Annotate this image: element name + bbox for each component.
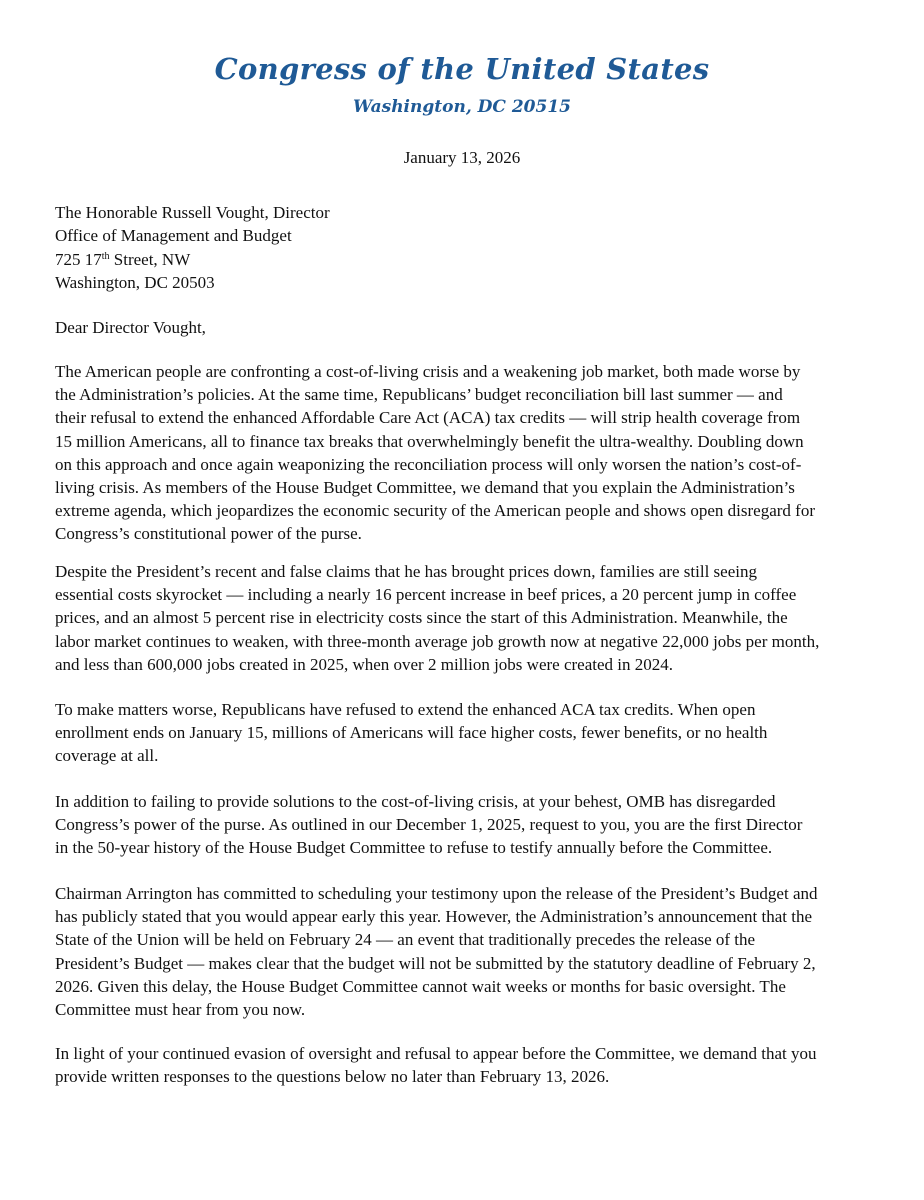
paragraph-line: Despite the President’s recent and false claims that he has brought prices down, families are still seeing — [55, 562, 757, 581]
paragraph-line: the Administration’s policies. At the same time, Republicans’ budget reconciliation bill last summer — and — [55, 385, 783, 405]
body-paragraph — [55, 560, 870, 676]
paragraph-line: enrollment ends on January 15, millions of Americans will face higher costs, fewer benefits, or no health — [55, 723, 768, 743]
paragraph-line: In light of your continued evasion of oversight and refusal to appear before the Committee, we demand that you — [55, 1044, 817, 1063]
letterhead-subtitle: Washington, DC 20515 — [353, 97, 571, 117]
paragraph-line: their refusal to extend the enhanced Affordable Care Act (ACA) tax credits — will strip health coverage from — [55, 408, 801, 428]
letterhead-title: Congress of the United States — [214, 52, 710, 86]
street-ordinal-suffix: th — [101, 250, 110, 262]
paragraph-line: Committee must hear from you now. — [55, 1000, 306, 1020]
paragraph-line: extreme agenda, which jeopardizes the economic security of the American people and shows open disregard for — [55, 501, 815, 521]
paragraph-line: labor market continues to weaken, with three-month average job growth now at negative 22,000 jobs per month, — [55, 631, 820, 651]
recipient-street — [55, 248, 875, 271]
street-name: Street, NW — [109, 249, 191, 269]
paragraph-line: 15 million Americans, all to finance tax breaks that overwhelmingly benefit the ultra-wealthy. Doubling down — [55, 431, 804, 451]
paragraph-line: In addition to failing to provide solutions to the cost-of-living crisis, at your behest, OMB has disregarded — [55, 792, 776, 811]
paragraph-line: has publicly stated that you would appear early this year. However, the Administration’s announcement that the — [55, 907, 813, 927]
letter-date: January 13, 2026 — [403, 148, 521, 167]
body-paragraph — [55, 1042, 870, 1088]
recipient-city: Washington, DC 20503 — [55, 272, 215, 292]
recipient-address — [55, 201, 875, 294]
paragraph-line: essential costs skyrocket — including a nearly 16 percent increase in beef prices, a 20 percent jump in coffee — [55, 585, 797, 605]
paragraph-line: in the 50-year history of the House Budget Committee to refuse to testify annually before the Committee. — [55, 838, 773, 858]
paragraph-line: Congress’s constitutional power of the purse. — [55, 524, 362, 544]
street-number: 725 17 — [55, 249, 102, 269]
body-paragraph — [55, 790, 870, 860]
paragraph-line: living crisis. As members of the House Budget Committee, we demand that you explain the Administration’s — [55, 478, 795, 498]
paragraph-line: Chairman Arrington has committed to scheduling your testimony upon the release of the President’s Budget and — [55, 884, 818, 903]
salutation: Dear Director Vought, — [55, 318, 206, 337]
paragraph-line: To make matters worse, Republicans have refused to extend the enhanced ACA tax credits. When open — [55, 700, 756, 719]
body-paragraph — [55, 698, 870, 768]
paragraph-line: 2026. Given this delay, the House Budget Committee cannot wait weeks or months for basic oversight. The — [55, 976, 786, 996]
paragraph-line: prices, and an almost 5 percent rise in electricity costs since the start of this Administration. Meanwhile, the — [55, 608, 788, 628]
recipient-office: Office of Management and Budget — [55, 226, 292, 246]
body-paragraph — [55, 882, 870, 1021]
paragraph-line: and less than 600,000 jobs created in 2025, when over 2 million jobs were created in 2024. — [55, 654, 673, 674]
paragraph-line: coverage at all. — [55, 746, 159, 766]
body-paragraph — [55, 360, 870, 546]
paragraph-line: Congress’s power of the purse. As outlined in our December 1, 2025, request to you, you are the first Director — [55, 815, 803, 835]
recipient-name: The Honorable Russell Vought, Director — [55, 203, 330, 222]
paragraph-line: State of the Union will be held on February 24 — an event that traditionally precedes the release of the — [55, 930, 756, 950]
paragraph-line: on this approach and once again weaponizing the reconciliation process will only worsen the nation’s cost-of- — [55, 454, 802, 474]
paragraph-line: President’s Budget — makes clear that the budget will not be submitted by the statutory deadline of February 2, — [55, 953, 816, 973]
paragraph-line: The American people are confronting a cost-of-living crisis and a weakening job market, both made worse by — [55, 362, 801, 381]
paragraph-line: provide written responses to the questions below no later than February 13, 2026. — [55, 1067, 610, 1087]
